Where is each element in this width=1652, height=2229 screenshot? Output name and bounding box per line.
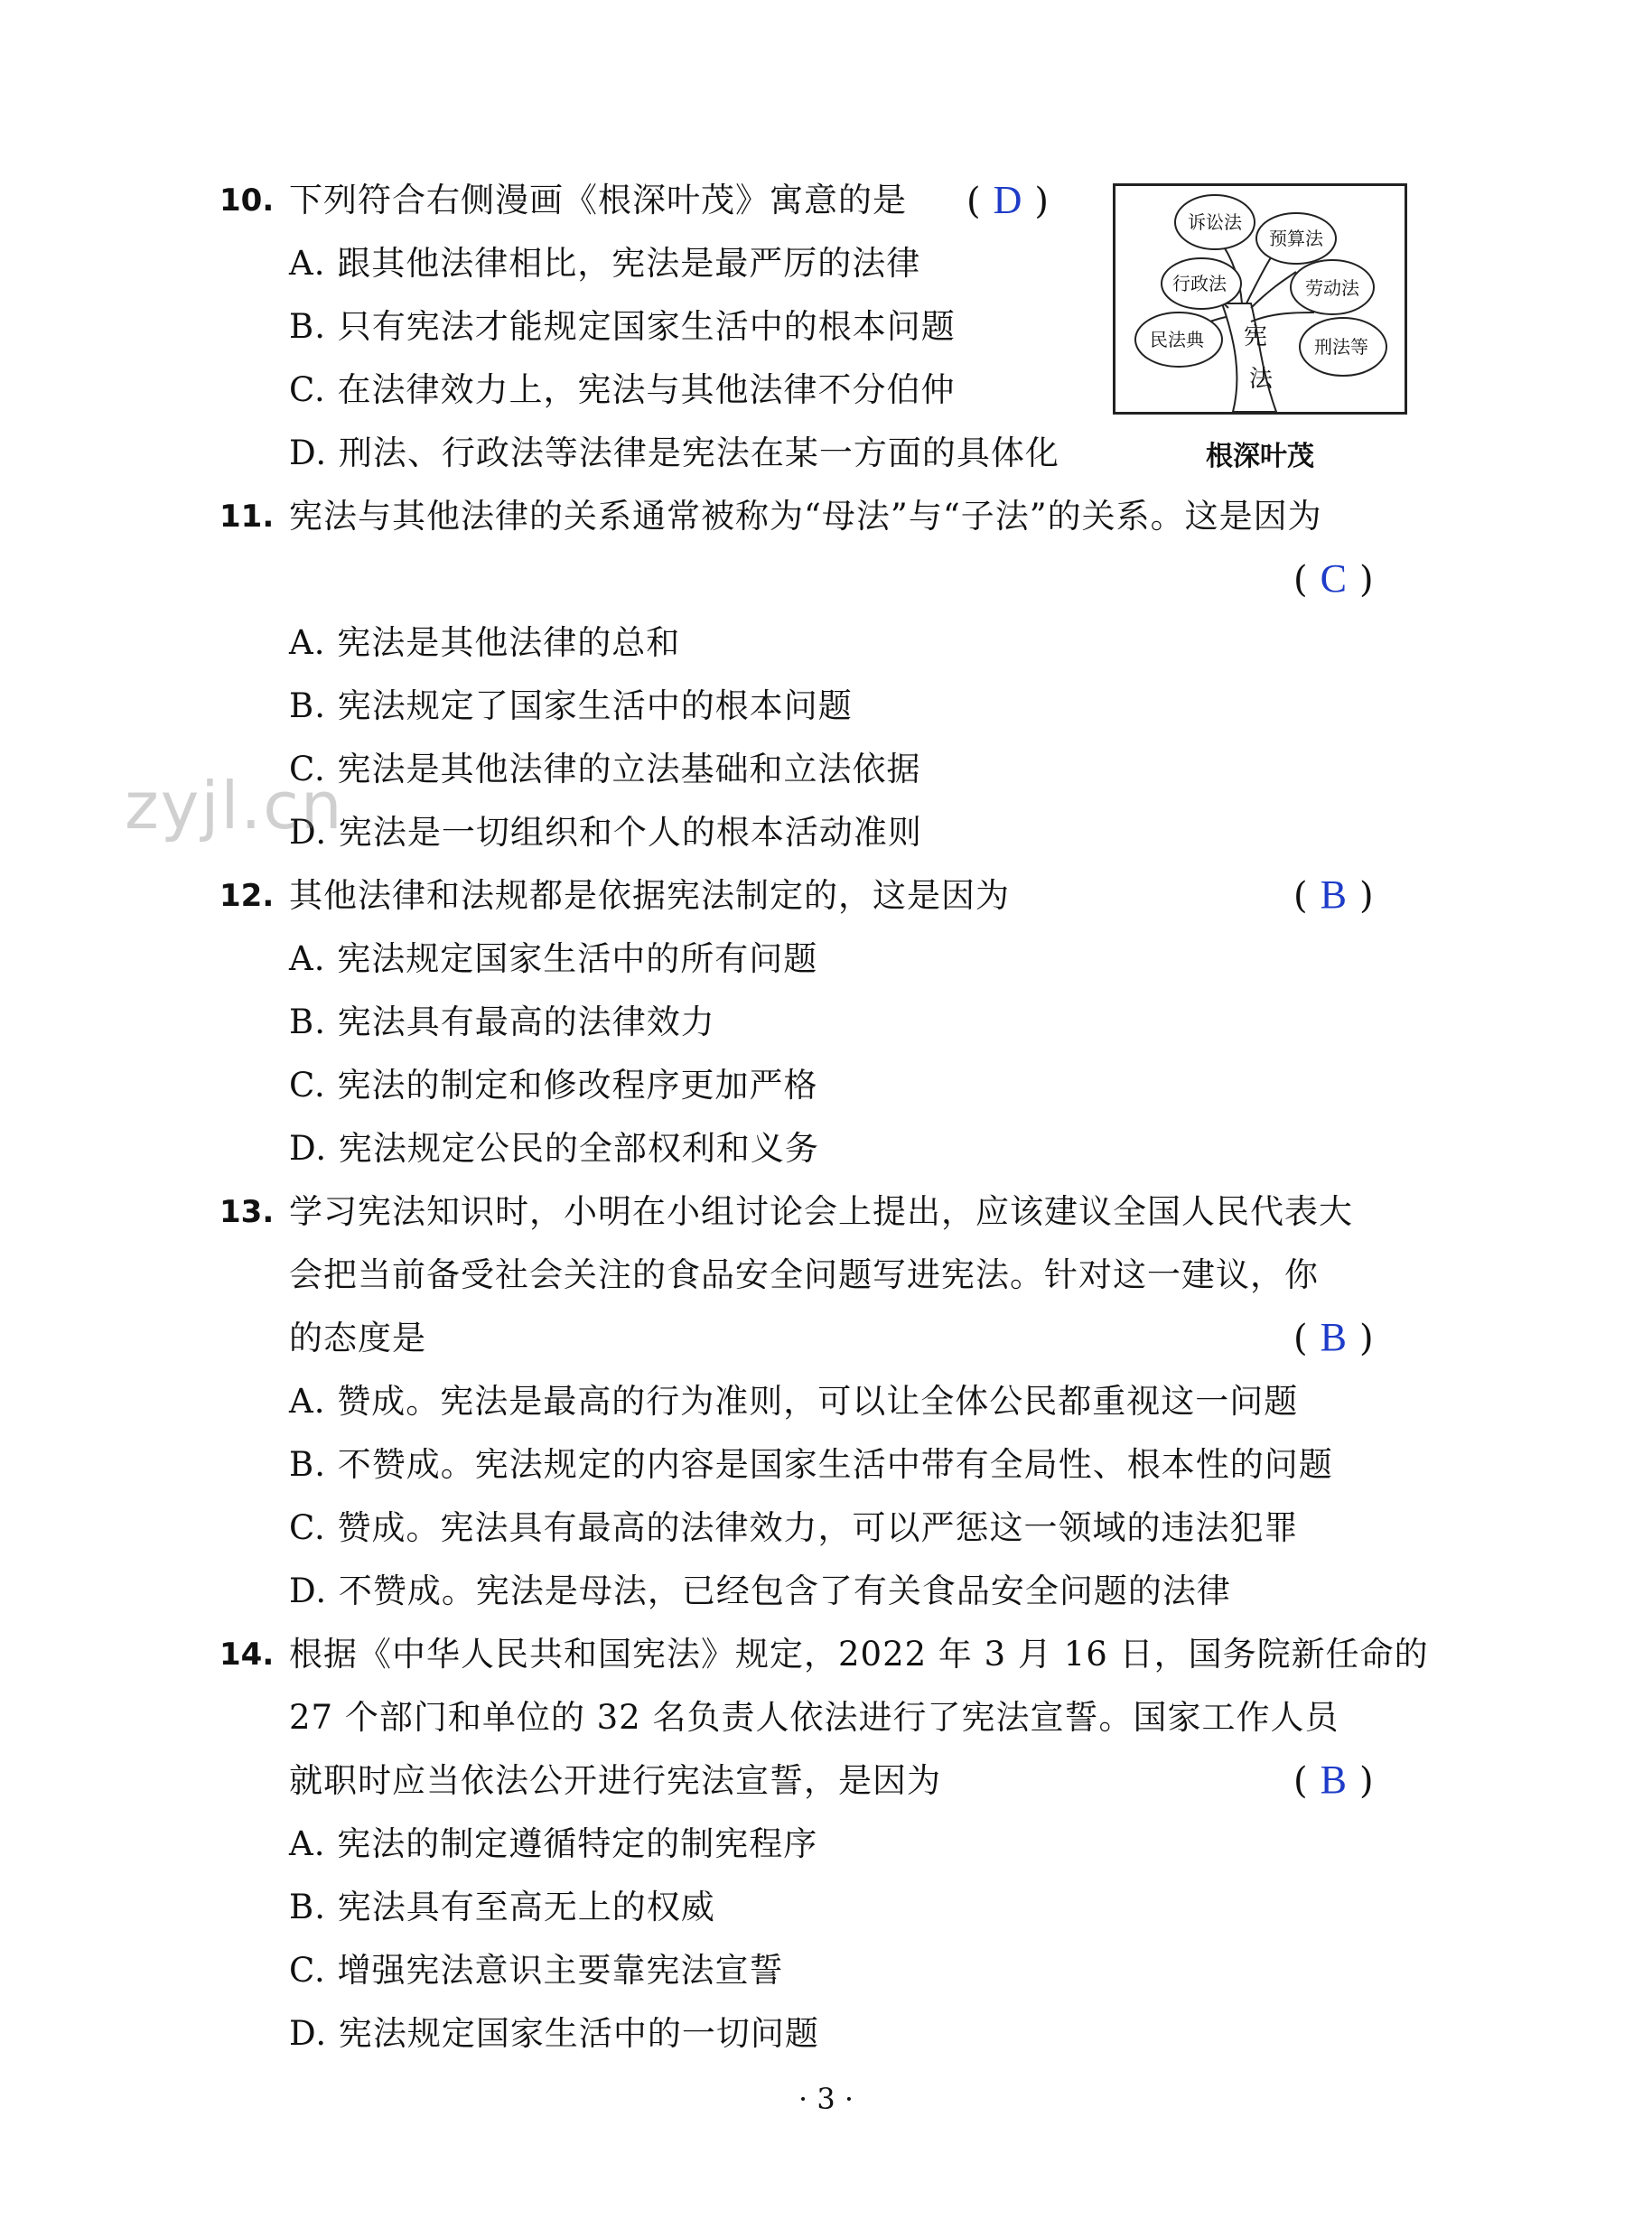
- answer-letter: B: [1320, 1315, 1347, 1359]
- question-10-option-c: C. 在法律效力上，宪法与其他法律不分伯仲: [289, 370, 956, 409]
- question-10-option-d: D. 刑法、行政法等法律是宪法在某一方面的具体化: [289, 434, 1059, 472]
- cartoon-label-civil-code: 民法典: [1150, 329, 1204, 350]
- answer-letter: B: [1320, 1758, 1347, 1802]
- question-11-option-d: D. 宪法是一切组织和个人的根本活动准则: [289, 813, 922, 852]
- cartoon-label-litigation: 诉讼法: [1188, 211, 1242, 233]
- answer-letter: D: [993, 178, 1022, 222]
- question-13-option-c: C. 赞成。宪法具有最高的法律效力，可以严惩这一领域的违法犯罪: [289, 1508, 1299, 1547]
- page-number: · 3 ·: [798, 2082, 854, 2116]
- question-13-answer: ( B ): [1293, 1315, 1374, 1359]
- question-14-number: 14.: [219, 1637, 275, 1673]
- question-12-option-b: B. 宪法具有最高的法律效力: [289, 1003, 715, 1041]
- question-14-stem-line-1: 根据《中华人民共和国宪法》规定，2022 年 3 月 16 日，国务院新任命的: [289, 1635, 1429, 1674]
- question-12-number: 12.: [219, 878, 275, 914]
- question-13-option-d: D. 不赞成。宪法是母法，已经包含了有关食品安全问题的法律: [289, 1571, 1231, 1610]
- question-11-option-c: C. 宪法是其他法律的立法基础和立法依据: [289, 750, 921, 788]
- question-11-answer: ( C ): [1293, 556, 1374, 601]
- question-13-option-a: A. 赞成。宪法是最高的行为准则，可以让全体公民都重视这一问题: [289, 1382, 1299, 1421]
- question-14-stem-line-2: 27 个部门和单位的 32 名负责人依法进行了宪法宣誓。国家工作人员: [289, 1698, 1339, 1737]
- cartoon-label-budget: 预算法: [1269, 228, 1323, 249]
- question-13-stem-line-2: 会把当前备受社会关注的食品安全问题写进宪法。针对这一建议，你: [289, 1255, 1319, 1294]
- cartoon-caption: 根深叶茂: [1206, 441, 1314, 472]
- cartoon-trunk-char-1: 宪: [1244, 323, 1268, 350]
- cartoon-label-criminal: 刑法等: [1314, 336, 1368, 358]
- question-12-option-a: A. 宪法规定国家生活中的所有问题: [289, 939, 818, 978]
- question-12-stem: 其他法律和法规都是依据宪法制定的，这是因为: [289, 876, 1010, 915]
- question-14-option-d: D. 宪法规定国家生活中的一切问题: [289, 2014, 819, 2053]
- question-13-stem-line-1: 学习宪法知识时，小明在小组讨论会上提出，应该建议全国人民代表大: [289, 1192, 1353, 1231]
- answer-letter: B: [1320, 872, 1347, 917]
- question-10-stem: 下列符合右侧漫画《根深叶茂》寓意的是: [289, 181, 907, 219]
- question-12-option-c: C. 宪法的制定和修改程序更加严格: [289, 1066, 818, 1105]
- cartoon-trunk-char-2: 法: [1249, 366, 1274, 393]
- answer-letter: C: [1320, 556, 1347, 601]
- question-10-option-a: A. 跟其他法律相比，宪法是最严厉的法律: [289, 244, 921, 283]
- question-14-option-a: A. 宪法的制定遵循特定的制宪程序: [289, 1824, 818, 1863]
- question-11-option-b: B. 宪法规定了国家生活中的根本问题: [289, 686, 853, 725]
- question-10-option-b: B. 只有宪法才能规定国家生活中的根本问题: [289, 307, 956, 346]
- question-13-option-b: B. 不赞成。宪法规定的内容是国家生活中带有全局性、根本性的问题: [289, 1445, 1333, 1484]
- watermark: zyjl.cn: [125, 768, 344, 844]
- question-10-number: 10.: [219, 182, 275, 219]
- tree-illustration: [1115, 186, 1405, 412]
- tree-cartoon: [1113, 183, 1407, 415]
- question-11-stem: 宪法与其他法律的关系通常被称为“母法”与“子法”的关系。这是因为: [289, 497, 1322, 536]
- question-14-option-b: B. 宪法具有至高无上的权威: [289, 1888, 715, 1926]
- question-13-number: 13.: [219, 1194, 275, 1230]
- question-11-option-a: A. 宪法是其他法律的总和: [289, 623, 681, 662]
- question-11-number: 11.: [219, 499, 275, 535]
- question-12-option-d: D. 宪法规定公民的全部权利和义务: [289, 1129, 819, 1168]
- question-12-answer: ( B ): [1293, 872, 1374, 917]
- question-14-option-c: C. 增强宪法意识主要靠宪法宣誓: [289, 1951, 784, 1990]
- cartoon-label-labor: 劳动法: [1305, 277, 1359, 299]
- question-14-answer: ( B ): [1293, 1758, 1374, 1802]
- question-13-stem-line-3: 的态度是: [289, 1319, 426, 1357]
- cartoon-label-administrative: 行政法: [1172, 273, 1227, 294]
- question-14-stem-line-3: 就职时应当依法公开进行宪法宣誓，是因为: [289, 1761, 941, 1800]
- question-10-answer: ( D ): [966, 178, 1049, 222]
